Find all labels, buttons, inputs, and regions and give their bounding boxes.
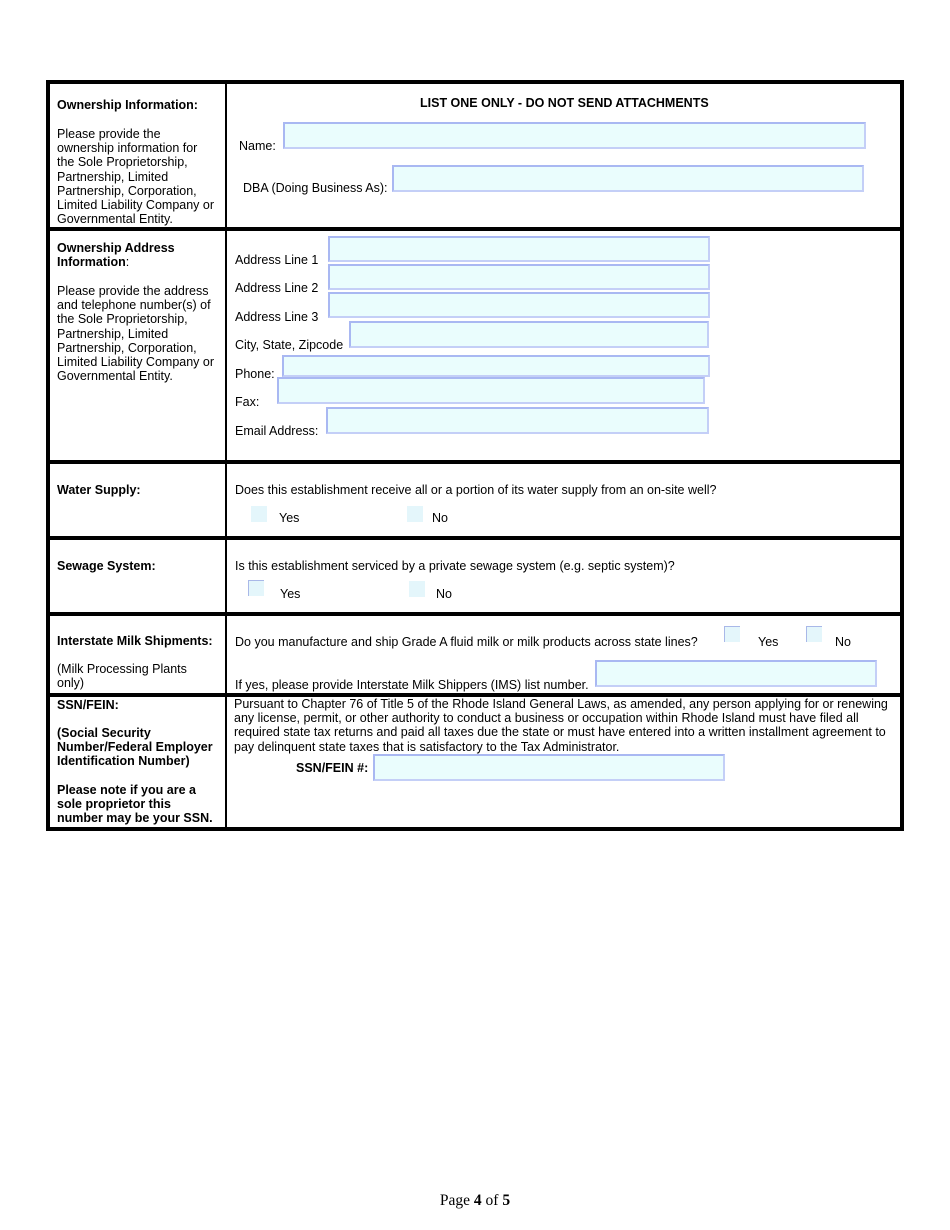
phone-label: Phone: (235, 367, 275, 381)
fax-label: Fax: (235, 395, 260, 409)
ownership-section (50, 84, 900, 227)
city-state-zip-input[interactable] (349, 321, 709, 348)
sewage-heading: Sewage System: (57, 559, 156, 573)
water-question: Does this establishment receive all or a portion of its water supply from an on-site well? (235, 483, 717, 497)
address-section (50, 231, 900, 460)
address-heading: Ownership Address Information: (57, 241, 175, 270)
address-line3-input[interactable] (328, 292, 710, 318)
fax-input[interactable] (277, 377, 705, 404)
name-input[interactable] (283, 122, 866, 149)
sewage-system-section (50, 540, 900, 612)
address-line1-input[interactable] (328, 236, 710, 262)
ims-number-input[interactable] (595, 660, 877, 687)
license-application-form (46, 80, 904, 831)
ims-label: If yes, please provide Interstate Milk Shippers (IMS) list number. (235, 678, 589, 692)
water-yes-checkbox[interactable] (251, 506, 267, 522)
sewage-yes-checkbox[interactable] (248, 580, 264, 596)
address-line1-label: Address Line 1 (235, 253, 319, 267)
phone-input[interactable] (282, 355, 710, 377)
ssn-heading: SSN/FEIN: (57, 698, 119, 712)
address-line2-input[interactable] (328, 264, 710, 290)
milk-no-checkbox[interactable] (806, 626, 822, 642)
sewage-question: Is this establishment serviced by a private sewage system (e.g. septic system)? (235, 559, 675, 573)
ssn-fein-input[interactable] (373, 754, 725, 781)
tax-compliance-paragraph: Pursuant to Chapter 76 of Title 5 of the Rhode Island General Laws, as amended, any person applying for or renewing any license, permit, or other authority to conduct a business or occupation within Rhode Island must have filed all required state tax returns and paid all taxes due the state or must have entered into a written installment agreement to pay delinquent state taxes that is satisfactory to the Tax Administrator. (234, 697, 888, 754)
address-line3-label: Address Line 3 (235, 310, 319, 324)
milk-yes-checkbox[interactable] (724, 626, 740, 642)
city-state-zip-label: City, State, Zipcode (235, 338, 344, 352)
name-label: Name: (239, 139, 276, 153)
ssn-fein-label: SSN/FEIN #: (296, 761, 369, 775)
address-line2-label: Address Line 2 (235, 281, 319, 295)
ssn-subheading: (Social Security Number/Federal Employer Identification Number) (57, 726, 213, 769)
sewage-no-checkbox[interactable] (409, 581, 425, 597)
ownership-heading: Ownership Information: (57, 98, 198, 112)
email-label: Email Address: (235, 424, 319, 438)
water-heading: Water Supply: (57, 483, 141, 497)
water-yes-label: Yes (279, 511, 300, 525)
milk-question: Do you manufacture and ship Grade A fluid milk or milk products across state lines? (235, 635, 698, 649)
water-no-checkbox[interactable] (407, 506, 423, 522)
ssn-fein-section (50, 697, 900, 827)
milk-shipments-section (50, 616, 900, 693)
milk-yes-label: Yes (758, 635, 779, 649)
milk-subheading: (Milk Processing Plants only) (57, 662, 187, 691)
water-supply-section (50, 464, 900, 536)
water-no-label: No (432, 511, 448, 525)
ssn-note: Please note if you are a sole proprietor this number may be your SSN. (57, 783, 213, 826)
address-description: Please provide the address and telephone number(s) of the Sole Proprietorship, Partnership, Limited Partnership, Corporation, Limited Liability Company or Governmental Entity. (57, 284, 215, 384)
milk-no-label: No (835, 635, 851, 649)
attachments-notice: LIST ONE ONLY - DO NOT SEND ATTACHMENTS (420, 96, 709, 110)
milk-heading: Interstate Milk Shipments: (57, 634, 213, 648)
dba-label: DBA (Doing Business As): (243, 181, 388, 195)
sewage-yes-label: Yes (280, 587, 301, 601)
email-input[interactable] (326, 407, 709, 434)
sewage-no-label: No (436, 587, 452, 601)
page-number: Page 4 of 5 (439, 1192, 511, 1209)
dba-input[interactable] (392, 165, 864, 192)
ownership-description: Please provide the ownership information for the Sole Proprietorship, Partnership, Limited Partnership, Corporation, Limited Liability Company or Governmental Entity. (57, 127, 215, 227)
